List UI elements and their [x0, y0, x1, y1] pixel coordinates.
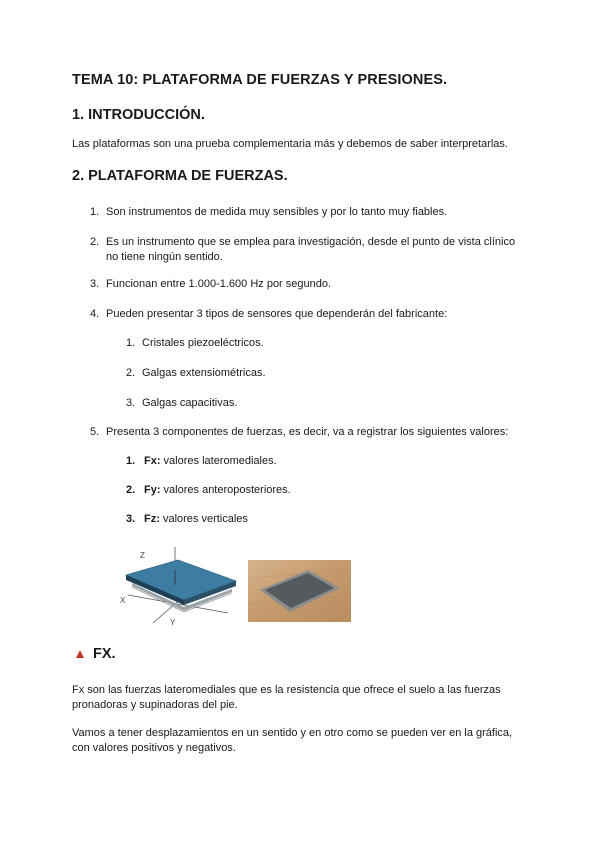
- platform-floor-photo: [248, 560, 351, 622]
- sublist-item: 1. Fx: valores lateromediales.: [126, 455, 277, 467]
- intro-paragraph: Las plataformas son una prueba complementaria más y debemos de saber interpretarlas.: [72, 138, 508, 150]
- y-axis-label: Y: [170, 618, 176, 627]
- triangle-bullet-icon: [76, 650, 84, 658]
- document-title: TEMA 10: PLATAFORMA DE FUERZAS Y PRESIONES.: [72, 72, 448, 88]
- force-plate-diagram: [118, 545, 240, 630]
- section-heading-fx: FX.: [93, 646, 116, 662]
- fx-paragraph-1: Fx son las fuerzas lateromediales que es la resistencia que ofrece el suelo a las fuerzas pronadoras y supinadoras del pie.: [72, 684, 501, 711]
- sublist-item: 2. Galgas extensiométricas.: [126, 367, 266, 379]
- list-item: 5. Presenta 3 componentes de fuerzas, es decir, va a registrar los siguientes valores:: [90, 426, 509, 438]
- fx-paragraph-2: Vamos a tener desplazamientos en un sentido y en otro como se pueden ver en la gráfica, con valores positivos y negativos.: [72, 727, 513, 754]
- sublist-item: 2. Fy: valores anteroposteriores.: [126, 484, 291, 496]
- sublist-item: 3. Galgas capacitivas.: [126, 397, 238, 409]
- z-axis-label: Z: [140, 551, 145, 560]
- list-item: 2. Es un instrumento que se emplea para investigación, desde el punto de vista clínico no tiene ningún sentido.: [90, 236, 516, 263]
- sublist-item: 3. Fz: valores verticales: [126, 513, 248, 525]
- sublist-item: 1. Cristales piezoeléctricos.: [126, 337, 264, 349]
- section-heading-introduction: 1. INTRODUCCIÓN.: [72, 107, 205, 123]
- x-axis-label: X: [120, 596, 126, 605]
- section-heading-force-platform: 2. PLATAFORMA DE FUERZAS.: [72, 168, 288, 184]
- list-item: 4. Pueden presentar 3 tipos de sensores que dependerán del fabricante:: [90, 308, 448, 320]
- list-item: 3. Funcionan entre 1.000-1.600 Hz por segundo.: [90, 278, 332, 290]
- list-item: 1. Son instrumentos de medida muy sensibles y por lo tanto muy fiables.: [90, 206, 448, 218]
